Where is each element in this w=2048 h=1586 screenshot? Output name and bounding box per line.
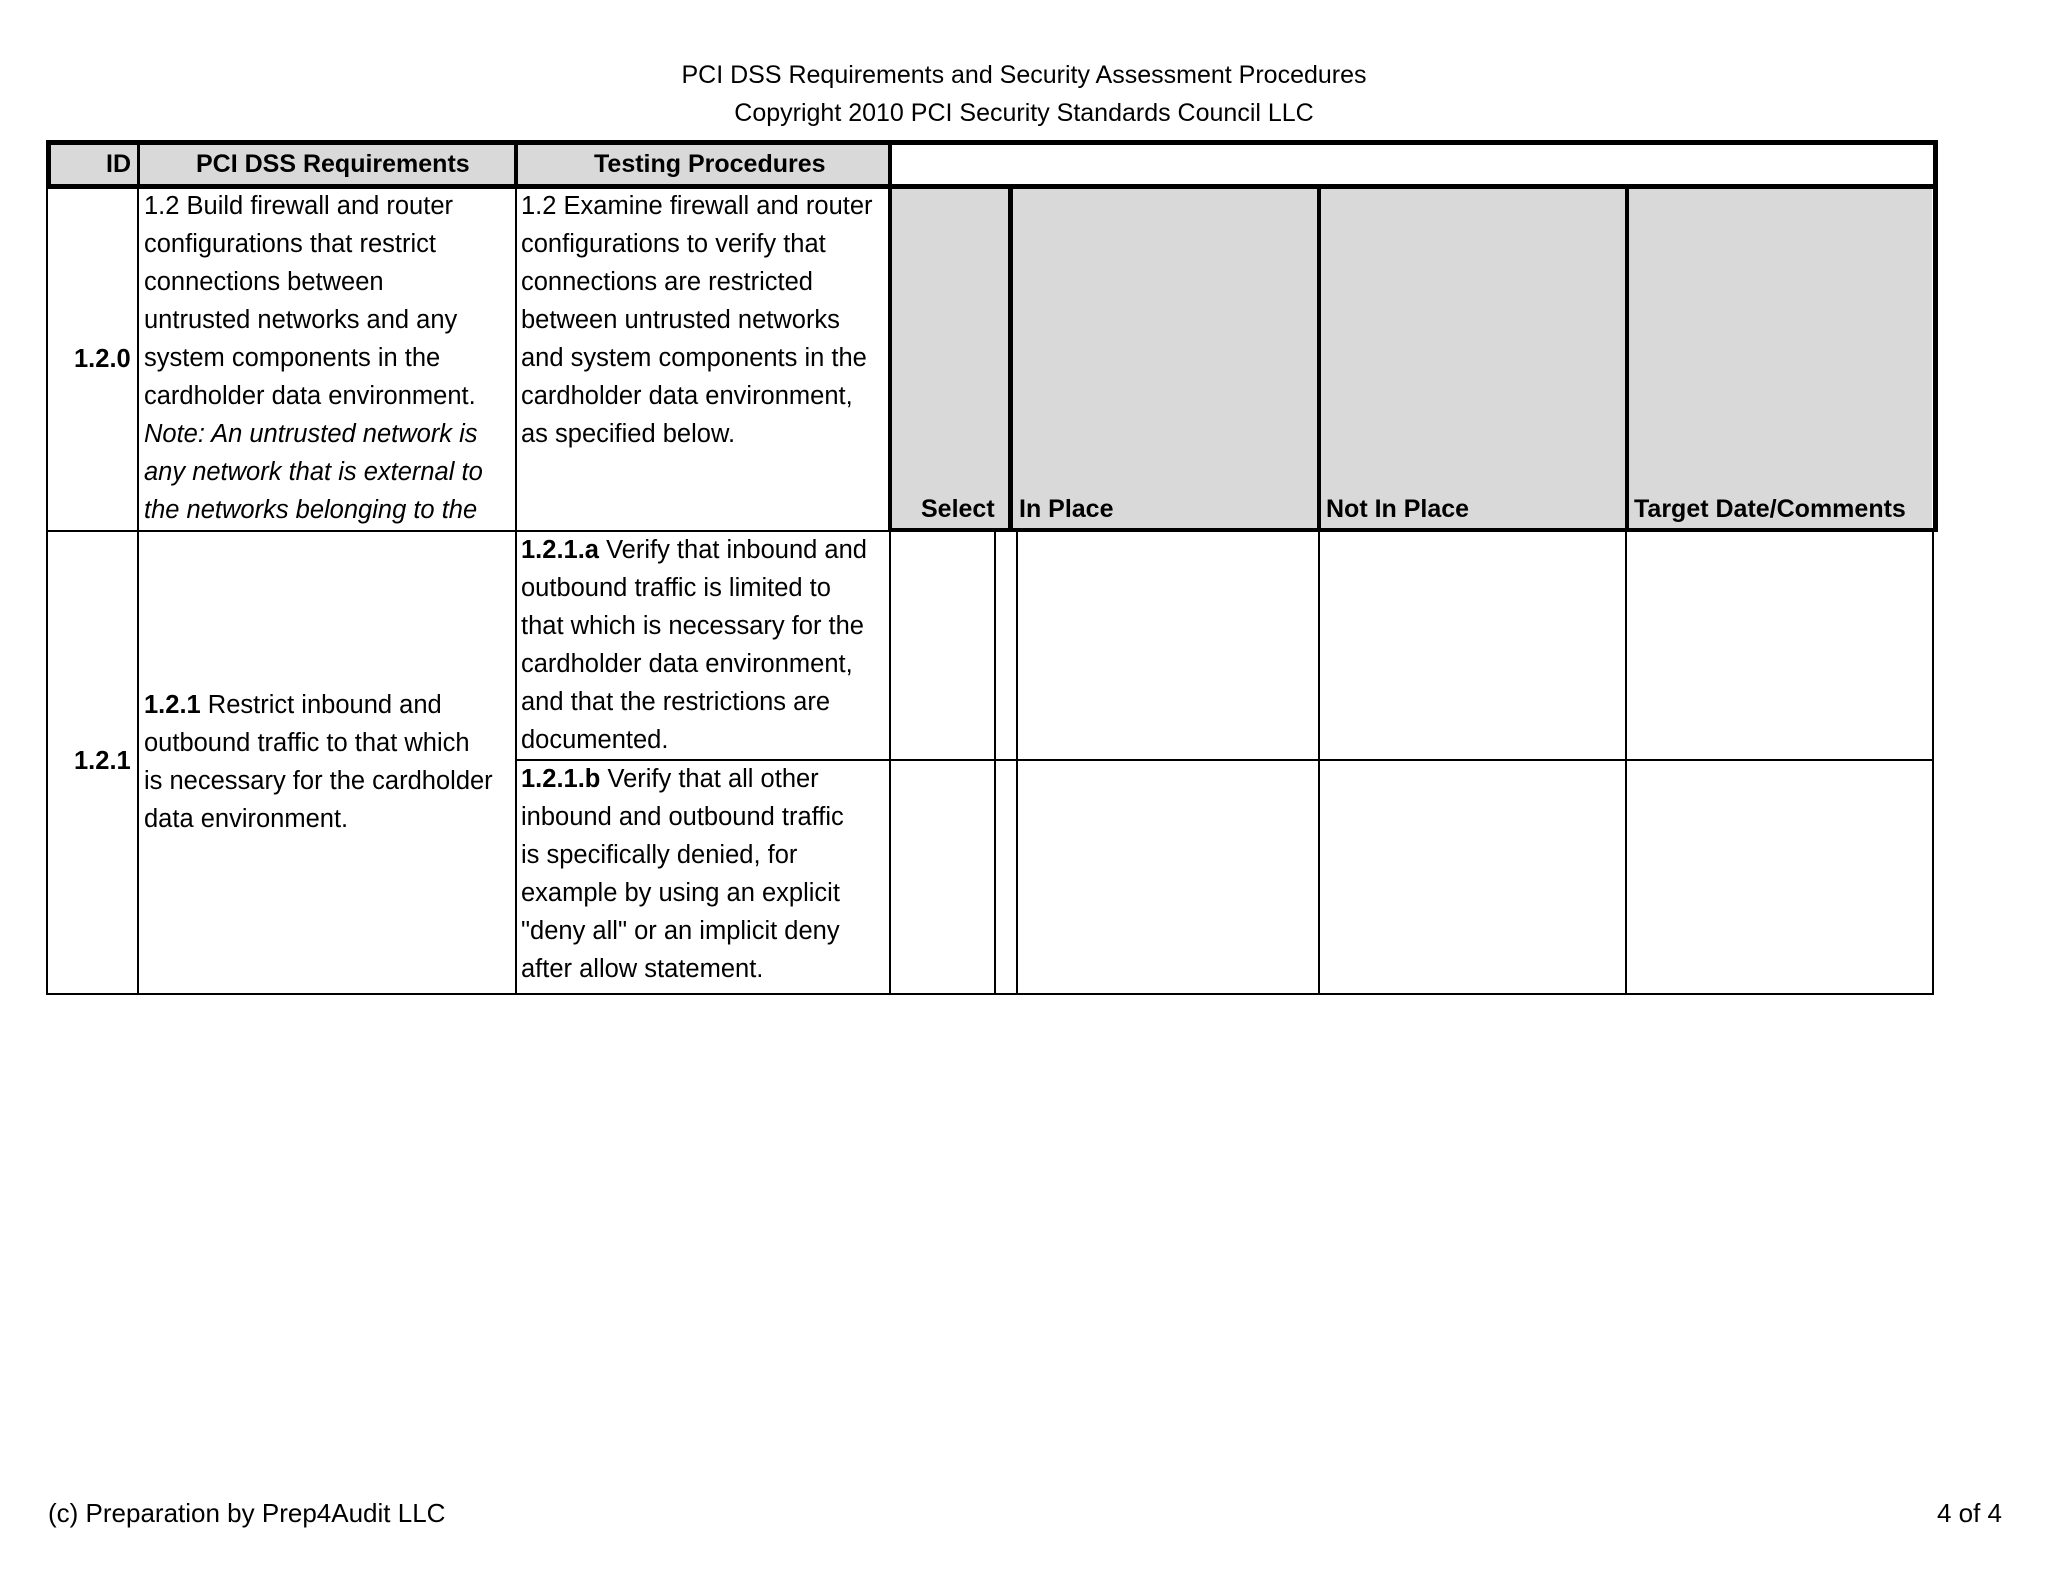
select-cell-1-2-1-a[interactable]	[891, 532, 994, 759]
testing-code: 1.2.1.a	[521, 536, 599, 564]
testing-line: configurations to verify that	[521, 230, 826, 258]
testing-line	[521, 531, 867, 569]
requirement-note-line: Note: An untrusted network is	[144, 420, 478, 448]
requirement-line: data environment.	[144, 805, 349, 833]
page-title: PCI DSS Requirements and Security Assessment Procedures	[681, 61, 1367, 89]
requirement-line: is necessary for the cardholder	[144, 767, 493, 795]
not-in-place-cell-1-2-1-b[interactable]	[1320, 761, 1625, 993]
requirement-line: system components in the	[144, 344, 441, 372]
testing-text: Verify that inbound and	[598, 536, 867, 564]
checkbox-cell-1-2-1-a[interactable]	[996, 532, 1016, 759]
requirement-text: Restrict inbound and	[200, 691, 442, 719]
testing-line: is specifically denied, for	[521, 841, 798, 869]
checkbox-cell-1-2-1-b[interactable]	[996, 761, 1016, 993]
testing-line: "deny all" or an implicit deny	[521, 917, 840, 945]
page-number: 4 of 4	[1936, 1498, 2002, 1528]
requirement-line: outbound traffic to that which	[144, 729, 470, 757]
requirement-line: connections between	[144, 268, 384, 296]
requirement-line	[144, 686, 442, 724]
requirement-line: untrusted networks and any	[144, 306, 458, 334]
in-place-header-bg	[1013, 189, 1317, 528]
copyright-line: Copyright 2010 PCI Security Standards Council LLC	[734, 99, 1314, 127]
testing-line: inbound and outbound traffic	[521, 803, 844, 831]
in-place-cell-1-2-1-b[interactable]	[1018, 761, 1318, 993]
requirement-note-line: any network that is external to	[144, 458, 483, 486]
row-id: 1.2.0	[74, 345, 131, 373]
testing-line: between untrusted networks	[521, 306, 840, 334]
testing-line: documented.	[521, 726, 669, 754]
testing-line: as specified below.	[521, 420, 736, 448]
testing-line: 1.2 Examine firewall and router	[521, 192, 873, 220]
target-date-cell-1-2-1-b[interactable]	[1627, 761, 1932, 993]
target-date-cell-1-2-1-a[interactable]	[1627, 532, 1932, 759]
testing-text: Verify that all other	[600, 765, 819, 793]
target-header-bg	[1629, 189, 1932, 528]
testing-line: connections are restricted	[521, 268, 813, 296]
testing-line: that which is necessary for the	[521, 612, 864, 640]
testing-line: and that the restrictions are	[521, 688, 831, 716]
not-in-place-cell-1-2-1-a[interactable]	[1320, 532, 1625, 759]
testing-line: example by using an explicit	[521, 879, 840, 907]
column-header-in-place: In Place	[1019, 495, 1114, 523]
requirement-line: configurations that restrict	[144, 230, 436, 258]
testing-line: outbound traffic is limited to	[521, 574, 831, 602]
requirement-line: cardholder data environment.	[144, 382, 476, 410]
in-place-cell-1-2-1-a[interactable]	[1018, 532, 1318, 759]
row-id: 1.2.1	[74, 747, 131, 775]
column-header-id: ID	[106, 150, 131, 178]
testing-line: cardholder data environment,	[521, 650, 853, 678]
column-header-testing: Testing Procedures	[594, 150, 826, 178]
select-cell-1-2-1-b[interactable]	[891, 761, 994, 993]
not-in-place-header-bg	[1321, 189, 1625, 528]
testing-line	[521, 760, 819, 798]
requirement-code: 1.2.1	[144, 691, 201, 719]
column-header-select: Select	[921, 495, 995, 523]
select-header-bg	[892, 189, 1008, 528]
column-header-requirements: PCI DSS Requirements	[196, 150, 470, 178]
testing-line: after allow statement.	[521, 955, 764, 983]
testing-code: 1.2.1.b	[521, 765, 601, 793]
column-header-not-in-place: Not In Place	[1326, 495, 1470, 523]
testing-line: and system components in the	[521, 344, 867, 372]
footer-credit: (c) Preparation by Prep4Audit LLC	[48, 1498, 446, 1528]
requirement-line: 1.2 Build firewall and router	[144, 192, 454, 220]
requirement-note-line: the networks belonging to the	[144, 496, 478, 524]
column-header-target: Target Date/Comments	[1634, 495, 1906, 523]
testing-line: cardholder data environment,	[521, 382, 853, 410]
